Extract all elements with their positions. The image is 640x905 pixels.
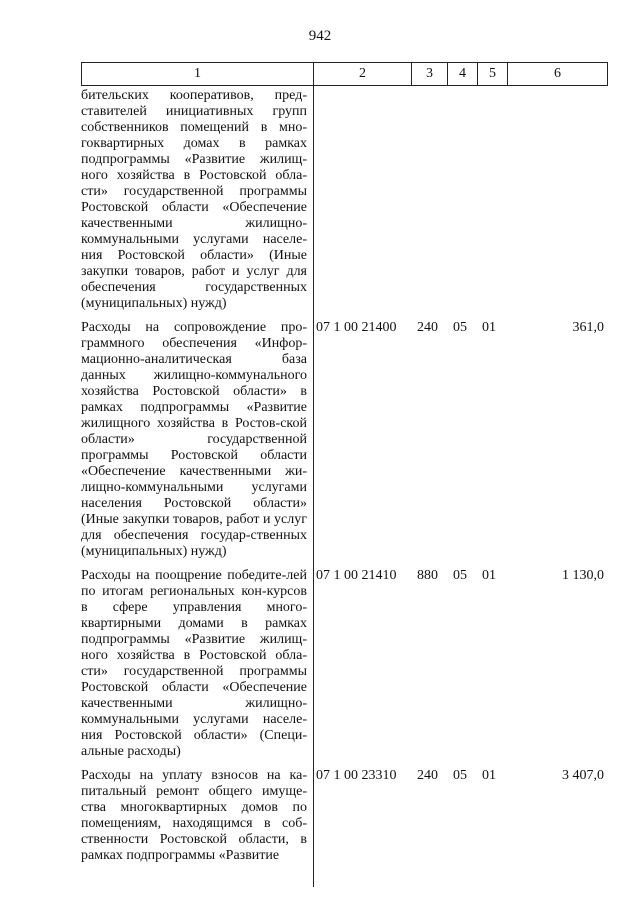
target-article-code: 07 1 00 21410 <box>316 568 397 583</box>
subsection-code: 01 <box>482 768 496 783</box>
target-article-code: 07 1 00 21400 <box>316 320 397 335</box>
column-header-1: 1 <box>81 63 313 85</box>
column-header-2: 2 <box>313 63 411 85</box>
table-header <box>81 62 608 86</box>
column-header-4: 4 <box>447 63 477 85</box>
table-row <box>81 768 608 864</box>
section-code: 05 <box>453 768 467 783</box>
page-number: 942 <box>308 28 332 44</box>
budget-table <box>81 62 608 864</box>
section-code: 05 <box>453 320 467 335</box>
amount: 361,0 <box>572 320 604 335</box>
expense-type: 880 <box>417 568 438 583</box>
row-description: Расходы на сопровождение про-граммного обеспечения «Инфор-мационно-аналитическая база данных жилищно-коммунального хозяйства Ростовской области» в рамках подпрограммы «Развитие жилищного хозяйства в Ростов-ской области» государственной программы Ростовской области «Обеспечение качественными жи-лищно-коммунальными услугами населения Ростовской области» (Иные закупки товаров, работ и услуг для обеспечения государ-ственных (муниципальных) нужд) <box>81 320 307 559</box>
row-description: Расходы на уплату взносов на ка-питальный ремонт общего имуще-ства многоквартирных домов по помещениям, находящимся в соб-ственности Ростовской области, в рамках подпрограммы «Развитие <box>81 768 307 863</box>
expense-type: 240 <box>417 768 438 783</box>
expense-type: 240 <box>417 320 438 335</box>
column-header-5: 5 <box>477 63 507 85</box>
row-description: бительских кооперативов, пред-ставителей инициативных групп собственников помещений в мно-гоквартирных домах в рамках подпрограммы «Развитие жилищ-ного хозяйства в Ростовской обла-сти» государственной программы Ростовской области «Обеспечение качественными жилищно-коммунальными услугами населе-ния Ростовской области» (Иные закупки товаров, работ и услуг для обеспечения государственных (муниципальных) нужд) <box>81 88 307 311</box>
table-row <box>81 320 608 560</box>
amount: 3 407,0 <box>562 768 604 783</box>
subsection-code: 01 <box>482 320 496 335</box>
row-description: Расходы на поощрение победите-лей по итогам региональных кон-курсов в сфере управления много-квартирными домами в рамках подпрограммы «Развитие жилищ-ного хозяйства в Ростовской обла-сти» государственной программы Ростовской области «Обеспечение качественными жилищно-коммунальными услугами населе-ния Ростовской области» (Специ-альные расходы) <box>81 568 307 759</box>
table-row <box>81 568 608 760</box>
subsection-code: 01 <box>482 568 496 583</box>
target-article-code: 07 1 00 23310 <box>316 768 397 783</box>
amount: 1 130,0 <box>562 568 604 583</box>
column-header-6: 6 <box>507 63 608 85</box>
table-row <box>81 88 608 312</box>
section-code: 05 <box>453 568 467 583</box>
column-header-3: 3 <box>411 63 447 85</box>
